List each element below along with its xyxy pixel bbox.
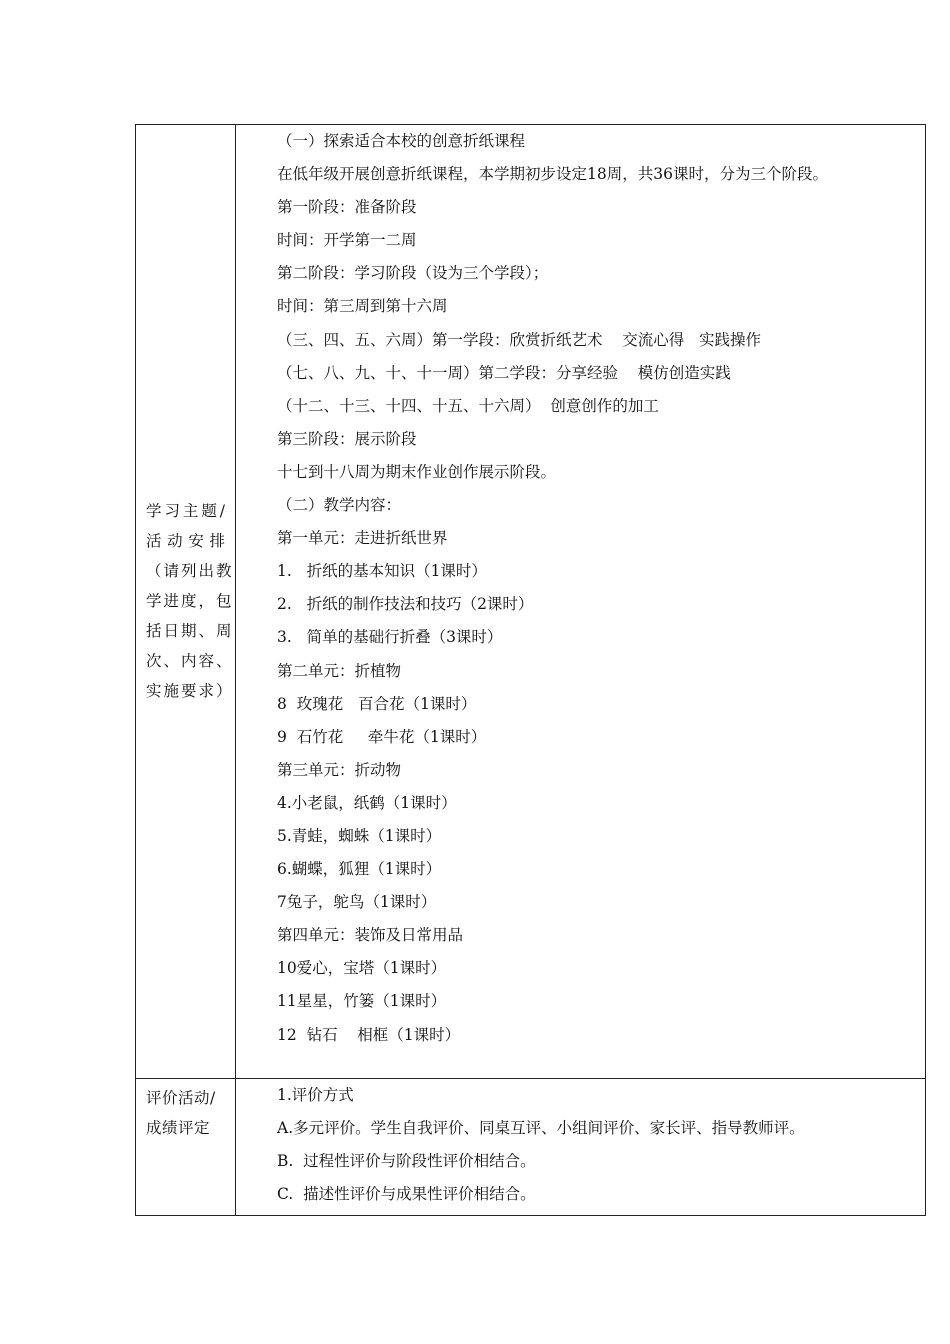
- content-line: 时间：开学第一二周: [277, 231, 417, 250]
- content-line: 时间：第三周到第十六周: [277, 297, 448, 316]
- curriculum-table: [135, 124, 926, 1216]
- content-line: 第三阶段：展示阶段: [277, 429, 417, 448]
- table-row-evaluation: [136, 1078, 926, 1215]
- content-line: 1. 折纸的基本知识（1课时）: [277, 562, 487, 581]
- label-activity-plan: [136, 496, 235, 706]
- content-line: 9 石竹花 牵牛花（1课时）: [277, 727, 487, 746]
- content-line: C. 描述性评价与成果性评价相结合。: [277, 1184, 536, 1203]
- content-line: 4.小老鼠，纸鹤（1课时）: [277, 793, 457, 812]
- content-line: 第一阶段：准备阶段: [277, 198, 417, 217]
- label-cell-activity-plan: [136, 125, 236, 1079]
- content-line: A.多元评价。学生自我评价、同桌互评、小组间评价、家长评、指导教师评。: [277, 1118, 805, 1137]
- content-line: 3. 简单的基础行折叠（3课时）: [277, 628, 503, 647]
- content-line: （十二、十三、十四、十五、十六周） 创意创作的加工: [277, 396, 659, 415]
- content-evaluation: [236, 1079, 925, 1215]
- content-line: （七、八、九、十、十一周）第二学段：分享经验 模仿创造实践: [277, 363, 731, 382]
- label-evaluation: [136, 1079, 235, 1143]
- content-line: 十七到十八周为期末作业创作展示阶段。: [277, 462, 557, 481]
- label-line: （请列出教: [146, 562, 234, 581]
- content-cell-evaluation: [236, 1078, 926, 1215]
- content-line: B. 过程性评价与阶段性评价相结合。: [277, 1151, 536, 1170]
- content-line: 11星星，竹篓（1课时）: [277, 992, 447, 1011]
- content-line: （一）探索适合本校的创意折纸课程: [277, 132, 526, 150]
- content-line: 6.蝴蝶，狐狸（1课时）: [277, 860, 442, 879]
- content-line: 7兔子，鸵鸟（1课时）: [277, 893, 437, 912]
- content-line: 1.评价方式: [277, 1085, 354, 1104]
- content-line: 第四单元：装饰及日常用品: [277, 926, 464, 945]
- content-line: （二）教学内容：: [277, 496, 402, 515]
- table-row-activity-plan: [136, 125, 926, 1079]
- content-line: 2. 折纸的制作技法和技巧（2课时）: [277, 595, 534, 614]
- label-line: 学进度，包: [146, 592, 234, 611]
- label-line: 括日期、周: [146, 622, 234, 641]
- content-activity-plan: [236, 125, 925, 1078]
- label-line: 学习主题/: [146, 502, 227, 521]
- label-line: 活动安排: [146, 532, 227, 551]
- content-line: 第一单元：走进折纸世界: [277, 529, 448, 548]
- content-cell-activity-plan: [236, 125, 926, 1079]
- content-line: 10爱心，宝塔（1课时）: [277, 959, 447, 978]
- content-line: 8 玫瑰花 百合花（1课时）: [277, 694, 477, 713]
- content-line: 第二阶段：学习阶段（设为三个学段）；: [277, 264, 549, 283]
- content-line: 第三单元：折动物: [277, 760, 402, 779]
- label-cell-evaluation: [136, 1078, 236, 1215]
- label-line: 次、内容、: [146, 652, 234, 671]
- content-line: （三、四、五、六周）第一学段：欣赏折纸艺术 交流心得 实践操作: [277, 330, 761, 349]
- label-line: 评价活动/: [146, 1088, 216, 1107]
- label-line: 实施要求）: [146, 682, 234, 701]
- content-line: 12 钻石 相框（1课时）: [277, 1025, 461, 1044]
- content-line: 在低年级开展创意折纸课程，本学期初步设定18周，共36课时，分为三个阶段。: [277, 165, 828, 184]
- label-line: 成绩评定: [146, 1118, 211, 1137]
- content-line: 第二单元：折植物: [277, 661, 402, 680]
- content-line: 5.青蛙，蜘蛛（1课时）: [277, 826, 442, 845]
